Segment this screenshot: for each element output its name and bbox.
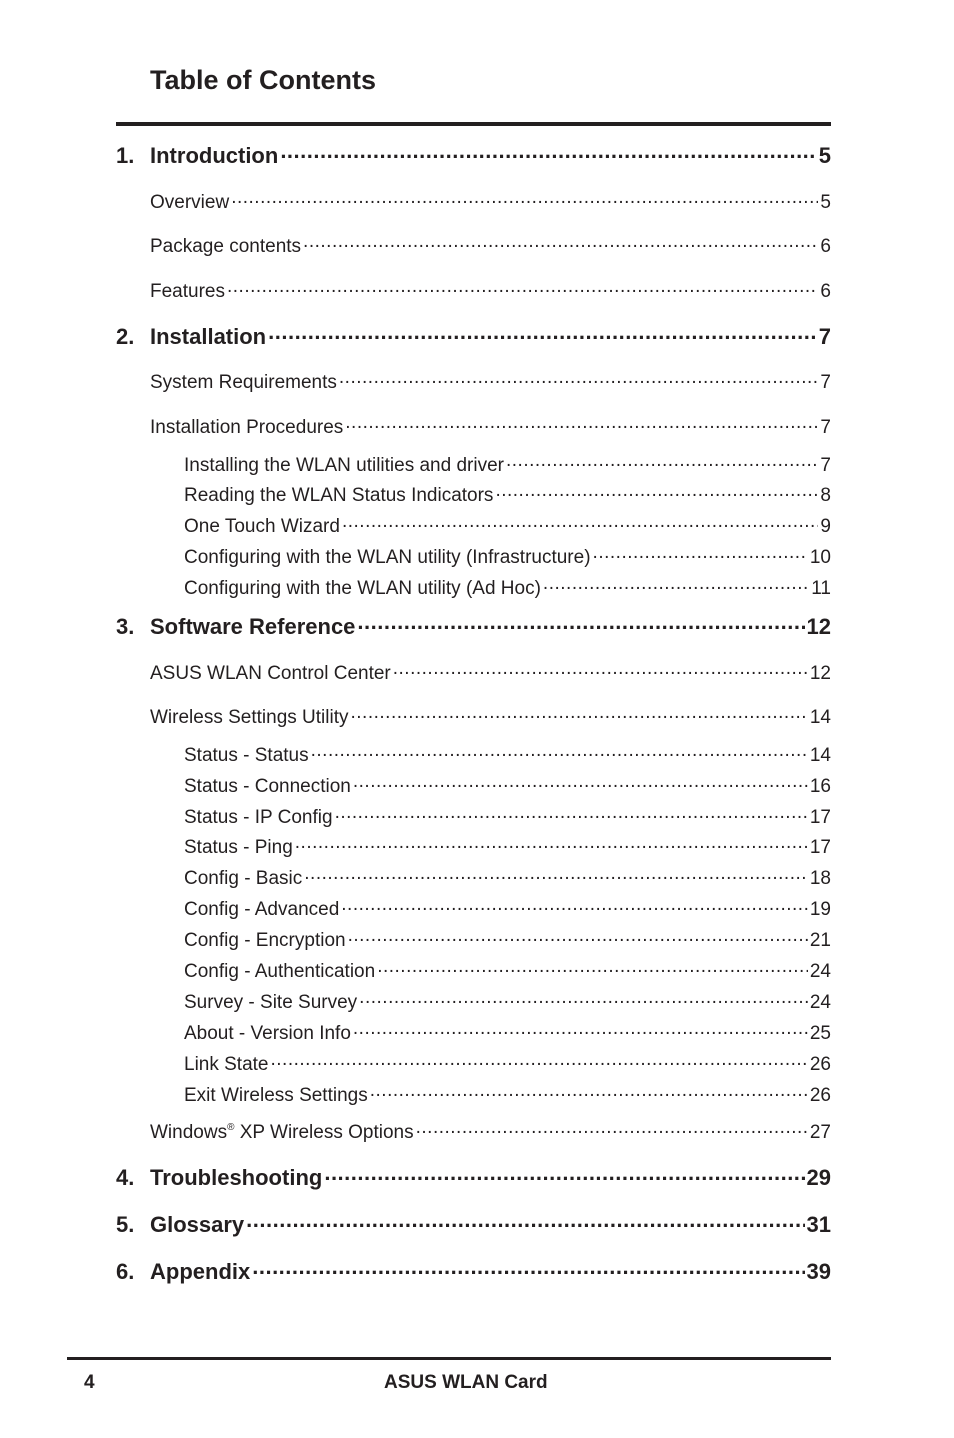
toc-dot-leader bbox=[351, 704, 808, 723]
toc-subsection-title: Status - Ping bbox=[184, 837, 293, 858]
toc-dot-leader bbox=[252, 1257, 804, 1279]
toc-page-number: 7 bbox=[820, 372, 831, 393]
footer-title: ASUS WLAN Card bbox=[384, 1372, 548, 1393]
toc-dot-leader bbox=[341, 896, 808, 915]
toc-subsection-one-touch-wizard[interactable] bbox=[184, 513, 831, 539]
toc-page-number: 12 bbox=[809, 663, 831, 684]
toc-subsection-title: About - Version Info bbox=[184, 1023, 351, 1044]
toc-section-title bbox=[150, 1122, 414, 1144]
toc-dot-leader bbox=[271, 1051, 808, 1070]
toc-chapter-number: 5. bbox=[116, 1212, 135, 1237]
toc-dot-leader bbox=[246, 1210, 804, 1232]
toc-page-number: 24 bbox=[809, 992, 831, 1013]
toc-page-number: 7 bbox=[820, 455, 831, 476]
toc-page-number: 27 bbox=[809, 1122, 831, 1143]
toc-dot-leader bbox=[304, 865, 808, 884]
toc-section-windows-xp-options[interactable] bbox=[150, 1119, 831, 1145]
toc-chapter-title: Software Reference bbox=[150, 614, 356, 639]
toc-subsection-ad-hoc[interactable] bbox=[184, 575, 831, 601]
toc-page-number: 21 bbox=[809, 930, 831, 951]
toc-subsection-title: Link State bbox=[184, 1054, 269, 1075]
toc-chapter-number: 3. bbox=[116, 614, 135, 639]
toc-section-title: Wireless Settings Utility bbox=[150, 707, 349, 728]
toc-subsection-link-state[interactable] bbox=[184, 1051, 831, 1077]
toc-chapter-title: Installation bbox=[150, 324, 267, 349]
toc-subsection-title: Survey - Site Survey bbox=[184, 992, 358, 1013]
toc-chapter-introduction[interactable] bbox=[116, 141, 831, 171]
toc-chapter-number: 4. bbox=[116, 1165, 135, 1190]
toc-page-number: 7 bbox=[818, 324, 831, 349]
page-title: Table of Contents bbox=[150, 65, 376, 95]
toc-chapter-number: 6. bbox=[116, 1259, 135, 1284]
toc-subsection-title: Config - Basic bbox=[184, 868, 303, 889]
toc-subsection-title: One Touch Wizard bbox=[184, 516, 340, 537]
toc-section-title: Features bbox=[150, 281, 225, 302]
toc-section-title: Installation Procedures bbox=[150, 417, 344, 438]
toc-subsection-title: Reading the WLAN Status Indicators bbox=[184, 485, 494, 506]
toc-section-title: ASUS WLAN Control Center bbox=[150, 663, 391, 684]
toc-subsection-exit-wireless-settings[interactable] bbox=[184, 1082, 831, 1108]
toc-page-number: 9 bbox=[820, 516, 831, 537]
toc-subsection-title: Configuring with the WLAN utility (Infrastructure) bbox=[184, 547, 591, 568]
toc-dot-leader bbox=[593, 544, 808, 563]
toc-subsection-config-advanced[interactable] bbox=[184, 896, 831, 922]
toc-subsection-title: Installing the WLAN utilities and driver bbox=[184, 455, 504, 476]
toc-page-number: 12 bbox=[806, 614, 831, 639]
toc-subsection-title: Config - Advanced bbox=[184, 899, 340, 920]
toc-page-number: 16 bbox=[809, 776, 831, 797]
toc-section-overview[interactable] bbox=[150, 189, 831, 215]
toc-subsection-title: Configuring with the WLAN utility (Ad Hoc) bbox=[184, 578, 541, 599]
toc-page-number: 39 bbox=[806, 1259, 831, 1284]
footer-divider bbox=[67, 1357, 831, 1360]
toc-page-number: 31 bbox=[806, 1212, 831, 1237]
toc-dot-leader bbox=[348, 927, 808, 946]
toc-dot-leader bbox=[342, 513, 818, 532]
toc-dot-leader bbox=[353, 773, 808, 792]
toc-subsection-config-authentication[interactable] bbox=[184, 958, 831, 984]
toc-dot-leader bbox=[295, 834, 808, 853]
toc-section-title: System Requirements bbox=[150, 372, 337, 393]
footer-page-number: 4 bbox=[84, 1372, 95, 1393]
toc-chapter-number: 1. bbox=[116, 143, 135, 168]
toc-subsection-title: Status - Status bbox=[184, 745, 309, 766]
toc-dot-leader bbox=[227, 278, 818, 297]
toc-dot-leader bbox=[393, 660, 808, 679]
toc-chapter-software-reference[interactable] bbox=[116, 612, 831, 642]
toc-page-number: 26 bbox=[809, 1054, 831, 1075]
toc-chapter-installation[interactable] bbox=[116, 322, 831, 352]
toc-subsection-title: Status - Connection bbox=[184, 776, 351, 797]
toc-chapter-title: Troubleshooting bbox=[150, 1165, 323, 1190]
toc-page-number: 7 bbox=[820, 417, 831, 438]
toc-dot-leader bbox=[543, 575, 809, 594]
toc-page-number: 19 bbox=[809, 899, 831, 920]
toc-page-number: 25 bbox=[809, 1023, 831, 1044]
toc-subsection-status-connection[interactable] bbox=[184, 773, 831, 799]
toc-subsection-config-encryption[interactable] bbox=[184, 927, 831, 953]
toc-subsection-version-info[interactable] bbox=[184, 1020, 831, 1046]
toc-page-number: 10 bbox=[809, 547, 831, 568]
toc-page-number: 26 bbox=[809, 1085, 831, 1106]
toc-chapter-title: Glossary bbox=[150, 1212, 245, 1237]
toc-dot-leader bbox=[311, 742, 808, 761]
toc-dot-leader bbox=[268, 322, 817, 344]
toc-dot-leader bbox=[280, 141, 816, 163]
toc-section-control-center[interactable] bbox=[150, 660, 831, 686]
toc-title-part: XP Wireless Options bbox=[234, 1122, 414, 1143]
toc-subsection-status-ping[interactable] bbox=[184, 834, 831, 860]
toc-subsection-status-indicators[interactable] bbox=[184, 482, 831, 508]
toc-dot-leader bbox=[335, 804, 808, 823]
toc-page-number: 8 bbox=[820, 485, 831, 506]
toc-section-installation-procedures[interactable] bbox=[150, 414, 831, 440]
toc-subsection-infrastructure[interactable] bbox=[184, 544, 831, 570]
toc-subsection-status-status[interactable] bbox=[184, 742, 831, 768]
toc-section-title: Package contents bbox=[150, 236, 302, 257]
toc-section-system-requirements[interactable] bbox=[150, 369, 831, 395]
toc-subsection-status-ip-config[interactable] bbox=[184, 804, 831, 830]
toc-page-number: 11 bbox=[811, 578, 831, 599]
toc-chapter-title: Appendix bbox=[150, 1259, 251, 1284]
toc-subsection-title: Exit Wireless Settings bbox=[184, 1085, 368, 1106]
toc-subsection-title: Config - Encryption bbox=[184, 930, 346, 951]
toc-title-part: Windows bbox=[150, 1122, 228, 1143]
toc-dot-leader bbox=[357, 612, 804, 634]
toc-section-wireless-settings-utility[interactable] bbox=[150, 704, 831, 730]
toc-subsection-site-survey[interactable] bbox=[184, 989, 831, 1015]
toc-subsection-title: Config - Authentication bbox=[184, 961, 376, 982]
toc-dot-leader bbox=[303, 233, 818, 252]
toc-dot-leader bbox=[506, 452, 818, 471]
toc-page-number: 6 bbox=[820, 236, 831, 257]
toc-chapter-title: Introduction bbox=[150, 143, 279, 168]
toc-dot-leader bbox=[416, 1119, 808, 1138]
toc-subsection-installing-utilities[interactable] bbox=[184, 452, 831, 478]
toc-chapter-troubleshooting[interactable] bbox=[116, 1163, 831, 1193]
toc-dot-leader bbox=[324, 1163, 804, 1185]
toc-dot-leader bbox=[353, 1020, 808, 1039]
toc-chapter-appendix[interactable] bbox=[116, 1257, 831, 1287]
toc-dot-leader bbox=[359, 989, 808, 1008]
toc-dot-leader bbox=[339, 369, 819, 388]
toc-page-number: 5 bbox=[820, 192, 831, 213]
toc-section-package-contents[interactable] bbox=[150, 233, 831, 259]
toc-dot-leader bbox=[231, 189, 818, 208]
registered-mark: ® bbox=[227, 1122, 235, 1133]
toc-page-number: 24 bbox=[809, 961, 831, 982]
toc-page-number: 17 bbox=[809, 837, 831, 858]
toc-subsection-title: Status - IP Config bbox=[184, 807, 333, 828]
toc-dot-leader bbox=[377, 958, 808, 977]
toc-chapter-glossary[interactable] bbox=[116, 1210, 831, 1240]
toc-page-number: 17 bbox=[809, 807, 831, 828]
toc-dot-leader bbox=[345, 414, 818, 433]
toc-dot-leader bbox=[495, 482, 818, 501]
toc-page-number: 6 bbox=[820, 281, 831, 302]
toc-subsection-config-basic[interactable] bbox=[184, 865, 831, 891]
toc-chapter-number: 2. bbox=[116, 324, 135, 349]
toc-page-number: 29 bbox=[806, 1165, 831, 1190]
toc-section-title: Overview bbox=[150, 192, 230, 213]
toc-page-number: 14 bbox=[809, 707, 831, 728]
toc-dot-leader bbox=[370, 1082, 808, 1101]
toc-page-number: 5 bbox=[818, 143, 831, 168]
toc-section-features[interactable] bbox=[150, 278, 831, 304]
toc-page-number: 18 bbox=[809, 868, 831, 889]
toc-page-number: 14 bbox=[809, 745, 831, 766]
